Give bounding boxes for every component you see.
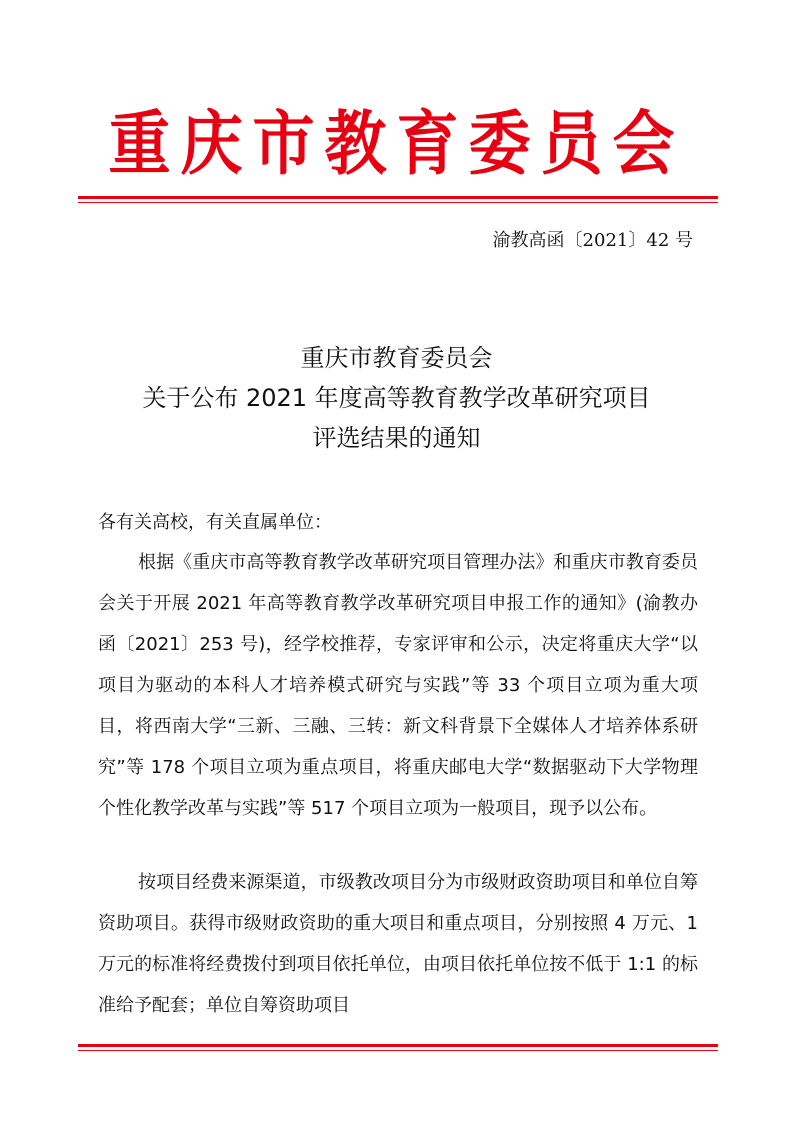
document-number: 渝教高函〔2021〕42 号 [492, 230, 693, 251]
document-title-line-2: 关于公布 2021 年度高等教育教学改革研究项目 [142, 384, 651, 412]
salutation: 各有关高校，有关直属单位： [98, 512, 332, 533]
red-divider-top-thin [78, 202, 718, 203]
masthead-title: 重庆市教育委员会 [108, 102, 685, 185]
body-paragraph-2: 按项目经费来源渠道，市级教改项目分为市级财政资助项目和单位自筹资助项目。获得市级财政资助的重大项目和重点项目，分别按照 4 万元、1 万元的标准将经费拨付到项目依托单位，由项目依托单位按不低于 1:1 的标准给予配套；单位自筹资助项目 [98, 872, 698, 1016]
body-paragraph-1: 根据《重庆市高等教育教学改革研究项目管理办法》和重庆市教育委员会关于开展 2021 年高等教育教学改革研究项目申报工作的通知》(渝教办函〔2021〕253 号)，经学校推荐，专家评审和公示，决定将重庆大学“以项目为驱动的本科人才培养模式研究与实践”等 33 个项目立项为重大项目，将西南大学“三新、三融、三转：新文科背景下全媒体人才培养体系研究”等 178 个项目立项为重点项目，将重庆邮电大学“数据驱动下大学物理个性化教学改革与实践”等 517 个项目立项为一般项目，现予以公布。 [98, 552, 698, 819]
document-title-line-1: 重庆市教育委员会 [300, 344, 493, 372]
red-divider-bottom-thin [78, 1050, 718, 1051]
document-title-line-3: 评选结果的通知 [312, 424, 481, 452]
red-divider-top [78, 196, 718, 199]
red-divider-bottom [78, 1044, 718, 1047]
